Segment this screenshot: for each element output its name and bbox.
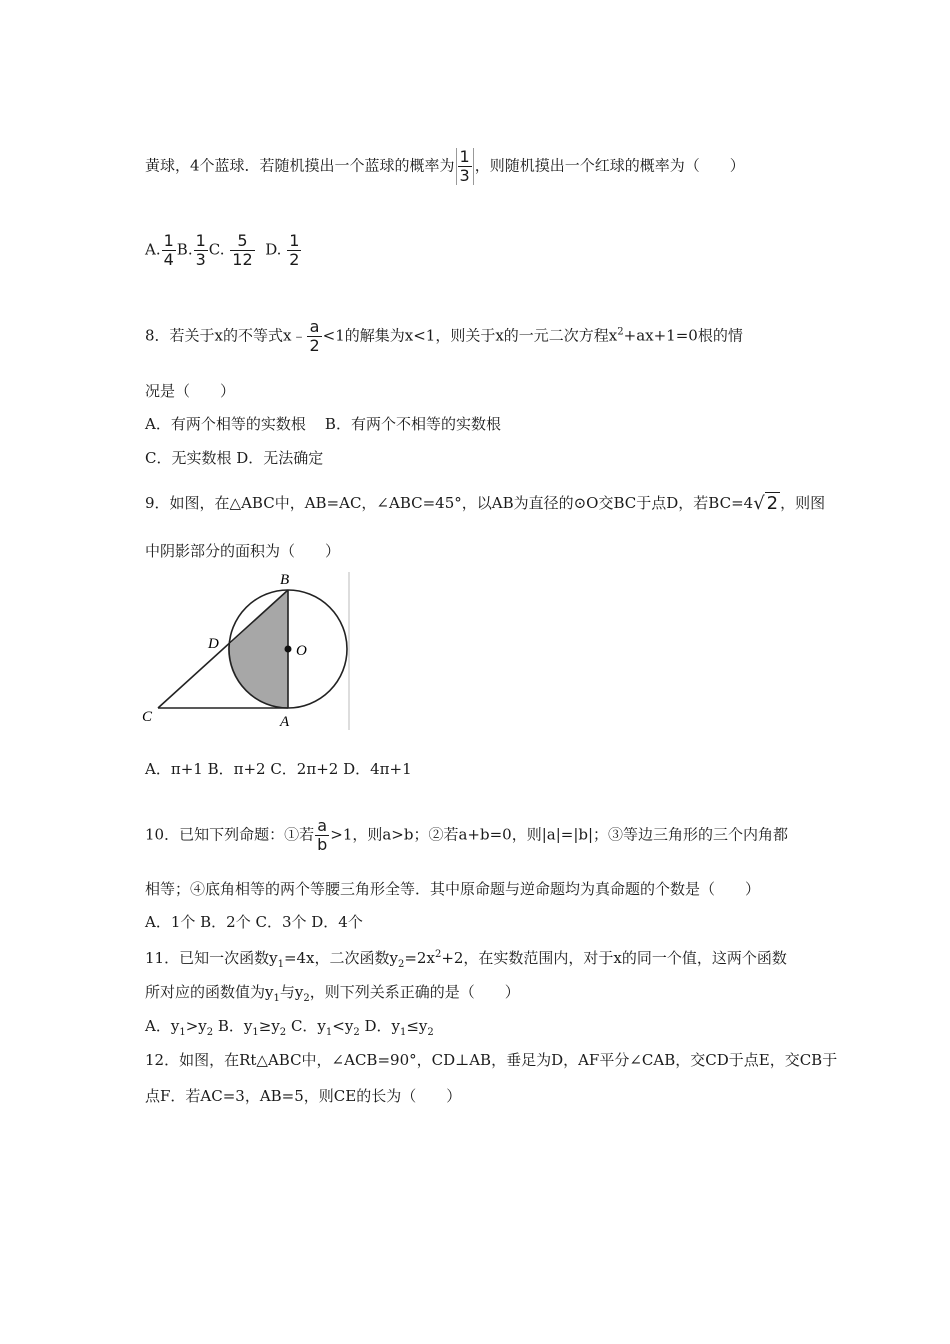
- frac-num: 1: [163, 231, 174, 250]
- subscript: 1: [179, 1027, 186, 1038]
- frac-num: 1: [289, 231, 300, 250]
- q11-text: ，则下列关系正确的是（ ）: [309, 983, 520, 1001]
- q8-stem: [145, 318, 743, 355]
- subscript: 1: [273, 993, 280, 1004]
- q9-sqrt: √ 2: [753, 493, 779, 514]
- q9-radicand: 2: [766, 493, 779, 514]
- q10-text-2: >1，则a>b；②若a+b=0，则|a|=|b|；③等边三角形的三个内角都: [330, 825, 789, 844]
- q11-text: +2，在实数范围内，对于x的同一个值，这两个函数: [441, 949, 787, 967]
- frac-num: a: [307, 318, 321, 337]
- q10-stem-line2: 相等；④底角相等的两个等腰三角形全等．其中原命题与逆命题均为真命题的个数是（ ）: [145, 880, 761, 898]
- q7-text-after: ，则随机摸出一个红球的概率为（ ）: [474, 156, 745, 175]
- shaded-region: [228, 590, 288, 708]
- q11-text: 11．已知一次函数y: [145, 949, 278, 967]
- q11-option-b: B．y: [213, 1017, 253, 1035]
- q12-stem-line2: 点F．若AC=3，AB=5，则CE的长为（ ）: [145, 1087, 462, 1105]
- q11-option-d: D．y: [359, 1017, 400, 1035]
- q11-option-c: C．y: [286, 1017, 326, 1035]
- frac-den: 2: [309, 336, 320, 355]
- q11-options: [145, 1016, 434, 1043]
- q8-options-cd: C．无实数根 D．无法确定: [145, 449, 324, 467]
- q10-options: A．1个 B．2个 C．3个 D．4个: [145, 913, 363, 931]
- q7-fraction: [456, 148, 474, 185]
- q11-text: 所对应的函数值为y: [145, 983, 274, 1001]
- q9-text-1: 9．如图，在△ABC中，AB=AC，∠ABC=45°，以AB为直径的⊙O交BC于点D，若BC=4: [145, 494, 754, 512]
- q8-options-ab: [145, 414, 501, 434]
- label-a: A: [280, 714, 290, 730]
- q9-options: A．π+1 B．π+2 C．2π+2 D．4π+1: [145, 760, 412, 778]
- q11-stem: [145, 945, 787, 975]
- q7-frac-den: 3: [459, 166, 470, 185]
- q8-option-a: A．有两个相等的实数根: [145, 415, 306, 433]
- q10-fraction: [315, 817, 329, 854]
- q8-superscript: 2: [617, 326, 624, 338]
- q9-figure: [140, 568, 360, 733]
- subscript: 1: [325, 1027, 333, 1038]
- q7-option-b-fraction: [194, 232, 208, 269]
- q7-option-a-label: A.: [145, 240, 161, 259]
- label-c: C: [142, 709, 153, 725]
- frac-den: 2: [289, 250, 300, 269]
- subscript: 2: [427, 1027, 434, 1038]
- q11-option-text: ≤y: [406, 1017, 428, 1035]
- q9-text-2: ，则图: [780, 494, 826, 512]
- frac-num: 5: [230, 232, 254, 251]
- q9-stem-line2: 中阴影部分的面积为（ ）: [145, 542, 341, 560]
- subscript: 2: [353, 1027, 360, 1038]
- q7-option-d-fraction: [287, 232, 301, 269]
- label-d: D: [208, 636, 219, 652]
- q11-option-text: <y: [332, 1017, 354, 1035]
- q9-stem: [145, 493, 825, 514]
- q7-options: [145, 232, 302, 269]
- q10-text-1: 10．已知下列命题：①若: [145, 825, 315, 844]
- q11-text: =2x: [404, 949, 435, 967]
- frac-num: a: [315, 817, 329, 836]
- label-o: O: [296, 643, 307, 659]
- q12-stem: 12．如图，在Rt△ABC中，∠ACB=90°，CD⊥AB，垂足为D，AF平分∠CAB，交CD于点E，交CB于: [145, 1051, 838, 1069]
- frac-den: b: [317, 835, 328, 854]
- q7-option-b-label: B.: [176, 240, 193, 259]
- q11-option-text: >y: [185, 1017, 207, 1035]
- frac-den: 12: [232, 250, 253, 269]
- q8-text-3: +ax+1=0根的情: [623, 326, 743, 345]
- subscript: 1: [252, 1027, 259, 1038]
- q7-option-d-label: D.: [265, 240, 282, 259]
- center-point: [285, 646, 292, 653]
- q11-option-a: A．y: [145, 1017, 180, 1035]
- q8-stem-line2: 况是（ ）: [145, 382, 236, 400]
- subscript: 2: [206, 1027, 214, 1038]
- q11-text: 与y: [279, 983, 304, 1001]
- subscript: 1: [277, 959, 284, 970]
- subscript: 2: [397, 959, 405, 970]
- q11-stem-line2: [145, 982, 520, 1009]
- frac-den: 3: [195, 250, 206, 269]
- q7-option-c-fraction: [230, 232, 254, 269]
- q8-text-1: 8．若关于x的不等式x﹣: [145, 326, 307, 345]
- superscript: 2: [434, 949, 442, 960]
- q7-stem: [145, 148, 745, 185]
- q7-option-c-label: C.: [208, 240, 225, 259]
- frac-den: 4: [163, 250, 174, 269]
- q7-text-before: 黄球，4个蓝球．若随机摸出一个蓝球的概率为: [145, 156, 455, 175]
- subscript: 2: [279, 1027, 287, 1038]
- q8-text-2: <1的解集为x<1，则关于x的一元二次方程x: [322, 326, 618, 345]
- label-b: B: [280, 572, 290, 588]
- subscript: 2: [303, 993, 310, 1004]
- q7-frac-num: 1: [459, 147, 470, 166]
- q8-option-b: B．有两个不相等的实数根: [324, 415, 501, 433]
- q10-stem: [145, 817, 788, 854]
- frac-num: 1: [195, 231, 206, 250]
- q8-fraction: [307, 318, 321, 355]
- q11-text: =4x，二次函数y: [283, 949, 398, 967]
- q11-option-text: ≥y: [258, 1017, 280, 1035]
- q7-option-a-fraction: [162, 232, 176, 269]
- subscript: 1: [399, 1027, 407, 1038]
